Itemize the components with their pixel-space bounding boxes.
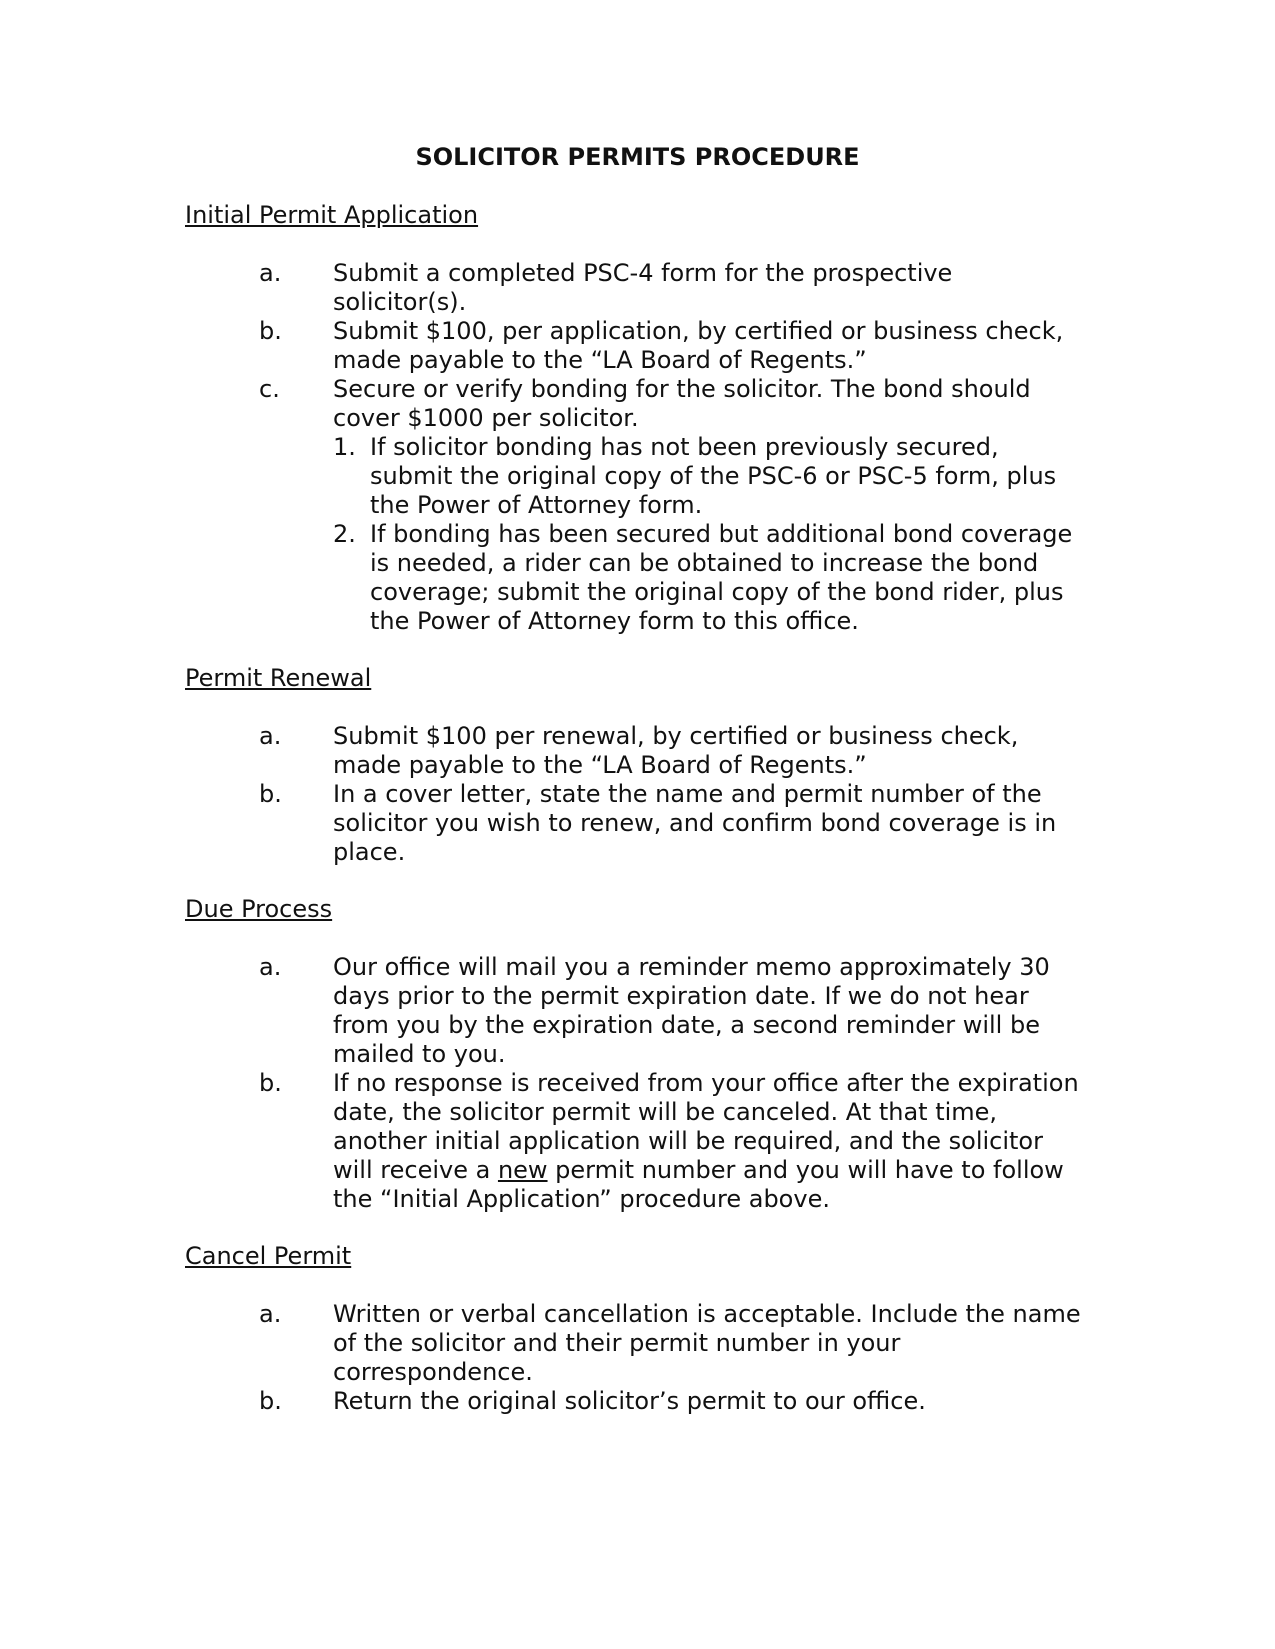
list-item: [185, 1069, 1085, 1214]
item-marker: c.: [259, 375, 280, 403]
item-text: Return the original solicitor’s permit to our office.: [333, 1387, 926, 1415]
item-list: [185, 722, 1085, 867]
item-text: Submit a completed PSC-4 form for the prospective solicitor(s).: [333, 259, 953, 316]
item-marker: a.: [259, 1300, 282, 1328]
section-heading: Initial Permit Application: [185, 201, 479, 229]
list-item: [185, 317, 1085, 375]
sub-item-list: [333, 433, 1085, 636]
sub-item-marker: 2.: [333, 520, 356, 548]
list-item: [185, 259, 1085, 317]
list-item: [185, 780, 1085, 867]
section-initial-permit-application: [185, 201, 1085, 636]
item-text: Our office will mail you a reminder memo approximately 30 days prior to the permit expiration date. If we do not hear from you by the expiration date, a second reminder will be mailed to you.: [333, 953, 1050, 1068]
list-item: [185, 722, 1085, 780]
item-marker: a.: [259, 722, 282, 750]
sub-item-text: If solicitor bonding has not been previously secured, submit the original copy of the PSC-6 or PSC-5 form, plus the Power of Attorney form.: [370, 433, 1057, 519]
page-title: SOLICITOR PERMITS PROCEDURE: [415, 143, 860, 171]
item-text: Secure or verify bonding for the solicitor. The bond should cover $1000 per solicitor.: [333, 375, 1031, 432]
list-item: [185, 1387, 1085, 1416]
item-text-before: If no response is received from your office after the expiration date, the solicitor permit will be canceled. At that time, another initial application will be required, and the solicitor will receive a: [333, 1069, 1079, 1184]
item-marker: b.: [259, 1069, 282, 1097]
item-text: Written or verbal cancellation is acceptable. Include the name of the solicitor and their permit number in your correspondence.: [333, 1300, 1081, 1386]
list-item: [185, 375, 1085, 636]
section-due-process: [185, 895, 1085, 1214]
sub-list-item: [333, 520, 1085, 636]
item-list: [185, 953, 1085, 1214]
section-heading: Cancel Permit: [185, 1242, 352, 1270]
item-text-emphasis: new: [497, 1156, 548, 1184]
section-permit-renewal: [185, 664, 1085, 867]
section-heading: Due Process: [185, 895, 333, 923]
item-marker: b.: [259, 780, 282, 808]
item-marker: b.: [259, 317, 282, 345]
item-marker: a.: [259, 953, 282, 981]
list-item: [185, 953, 1085, 1069]
item-list: [185, 259, 1085, 636]
item-text-after: permit number and you will have to follow the “Initial Application” procedure above.: [333, 1156, 1064, 1213]
section-heading: Permit Renewal: [185, 664, 372, 692]
sub-list-item: [333, 433, 1085, 520]
list-item: [185, 1300, 1085, 1387]
item-marker: b.: [259, 1387, 282, 1415]
sub-item-marker: 1.: [333, 433, 356, 461]
item-list: [185, 1300, 1085, 1416]
item-text: Submit $100, per application, by certified or business check, made payable to the “LA Board of Regents.”: [333, 317, 1064, 374]
item-text: Submit $100 per renewal, by certified or business check, made payable to the “LA Board of Regents.”: [333, 722, 1019, 779]
item-text: In a cover letter, state the name and permit number of the solicitor you wish to renew, and confirm bond coverage is in place.: [333, 780, 1057, 866]
section-cancel-permit: [185, 1242, 1085, 1416]
item-marker: a.: [259, 259, 282, 287]
sub-item-text: If bonding has been secured but additional bond coverage is needed, a rider can be obtained to increase the bond coverage; submit the original copy of the bond rider, plus the Power of Attorney form to this office.: [370, 520, 1073, 635]
